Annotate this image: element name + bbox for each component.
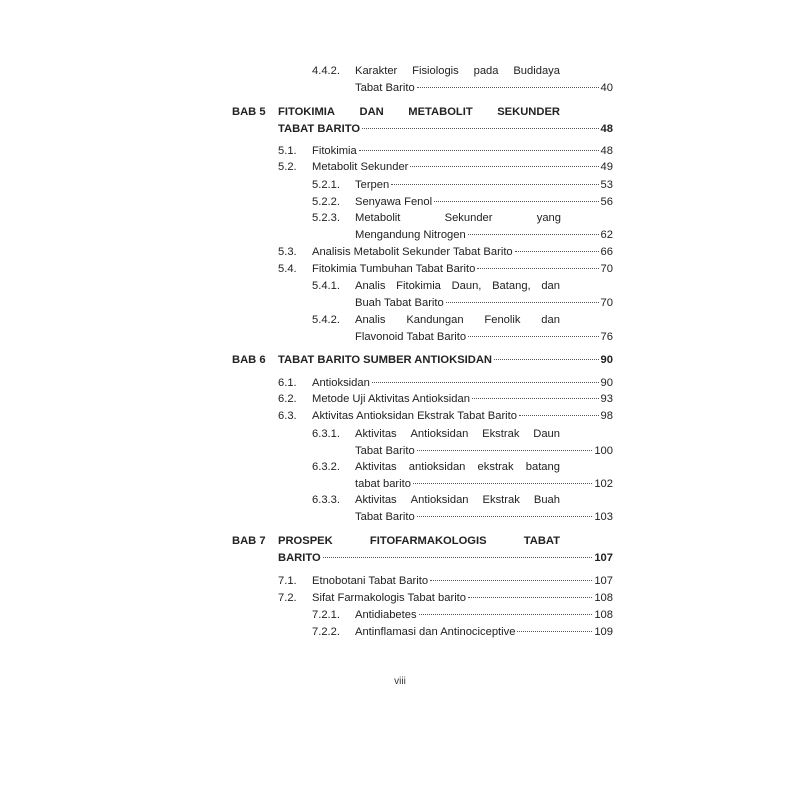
- section-number: 5.4.: [278, 263, 297, 275]
- section-number: 5.1.: [278, 145, 297, 157]
- section-number: 7.2.: [278, 592, 297, 604]
- dot-leader: [446, 302, 599, 303]
- chapter-6-heading[interactable]: [232, 352, 613, 368]
- chapter-label: BAB 6: [232, 354, 266, 366]
- section-row: [312, 590, 613, 606]
- section-title-line2: Tabat Barito: [355, 82, 415, 94]
- chapter-label: BAB 7: [232, 535, 266, 547]
- chapter-label: BAB 5: [232, 106, 266, 118]
- dot-leader: [477, 268, 598, 269]
- toc-entry-6-3[interactable]: [278, 408, 613, 424]
- word: FITOKIMIA: [278, 106, 335, 118]
- section-number: 5.2.2.: [312, 196, 340, 208]
- dot-leader: [494, 359, 599, 360]
- section-title: Senyawa Fenol: [355, 196, 433, 208]
- section-title-line2: Tabat Barito: [355, 445, 415, 457]
- page-number: 108: [594, 609, 613, 621]
- dot-leader: [468, 597, 592, 598]
- section-number: 5.2.3.: [312, 212, 340, 224]
- word: Ekstrak: [482, 494, 520, 506]
- dot-leader: [468, 336, 598, 337]
- toc-entry-5-2[interactable]: [278, 159, 613, 175]
- toc-entry-5-4-1-line2[interactable]: [355, 295, 613, 311]
- word: Batang,: [492, 280, 531, 292]
- page-number: 56: [600, 196, 613, 208]
- dot-leader: [413, 483, 592, 484]
- section-title: Sifat Farmakologis Tabat barito: [312, 592, 467, 604]
- dot-leader: [359, 150, 599, 151]
- page-number: 98: [600, 410, 613, 422]
- word: ekstrak: [477, 461, 514, 473]
- toc-entry-5-4[interactable]: [278, 261, 613, 277]
- dot-leader: [430, 580, 592, 581]
- word: SEKUNDER: [497, 106, 560, 118]
- word: Ekstrak: [482, 428, 520, 440]
- chapter-5-heading-line2[interactable]: [278, 121, 613, 137]
- toc-entry-5-3[interactable]: [278, 244, 613, 260]
- chapter-7-heading-line2[interactable]: [278, 550, 613, 566]
- page-number: 48: [600, 145, 613, 157]
- section-title-line2: Flavonoid Tabat Barito: [355, 331, 467, 343]
- word: dan: [541, 280, 560, 292]
- section-row: [312, 159, 613, 175]
- word: batang: [525, 461, 560, 473]
- word: Sekunder: [444, 212, 493, 224]
- dot-leader: [410, 166, 598, 167]
- section-title-line1: [355, 278, 560, 294]
- page-number: 66: [600, 246, 613, 258]
- dot-leader: [517, 631, 592, 632]
- chapter-title-line2: BARITO: [278, 552, 321, 564]
- section-title: Terpen: [355, 179, 390, 191]
- section-number: 5.2.1.: [312, 179, 340, 191]
- chapter-title-line1: [278, 533, 560, 549]
- page-number: 40: [600, 82, 613, 94]
- section-row: [312, 573, 613, 589]
- section-number: 7.2.1.: [312, 609, 340, 621]
- page-number: 109: [594, 626, 613, 638]
- section-number: 4.4.2.: [312, 65, 340, 77]
- chapter-title-line1: [278, 104, 560, 120]
- section-title: Antinflamasi dan Antinociceptive: [355, 626, 516, 638]
- page-number: 107: [594, 552, 613, 564]
- section-title: Etnobotani Tabat Barito: [312, 575, 429, 587]
- section-number: 6.3.3.: [312, 494, 340, 506]
- word: METABOLIT: [408, 106, 473, 118]
- page-number: 76: [600, 331, 613, 343]
- page-number: 108: [594, 592, 613, 604]
- page-number: 70: [600, 297, 613, 309]
- section-title-line1: [355, 492, 560, 508]
- word: TABAT: [523, 535, 560, 547]
- word: Aktivitas: [355, 428, 397, 440]
- chapter-row: [278, 352, 613, 368]
- toc-entry-5-4-2-line2[interactable]: [355, 329, 613, 345]
- section-number: 6.3.: [278, 410, 297, 422]
- dot-leader: [362, 128, 599, 129]
- word: Daun: [533, 428, 560, 440]
- section-row: [312, 244, 613, 260]
- toc-entry-7-2-1[interactable]: [312, 607, 613, 623]
- section-title: Fitokimia: [312, 145, 357, 157]
- section-title-line1: [355, 459, 560, 475]
- word: Karakter: [355, 65, 398, 77]
- toc-entry-7-2-2[interactable]: [312, 624, 613, 640]
- page-number: 102: [594, 478, 613, 490]
- toc-entry-5-2-3-line2[interactable]: [355, 227, 613, 243]
- toc-entry-7-2[interactable]: [278, 590, 613, 606]
- page-number: 107: [594, 575, 613, 587]
- word: Antioksidan: [410, 428, 469, 440]
- section-title-line2: tabat barito: [355, 478, 411, 490]
- word: Kandungan: [406, 314, 464, 326]
- section-number: 6.3.1.: [312, 428, 340, 440]
- word: Analis: [355, 280, 386, 292]
- page-number: 103: [594, 511, 613, 523]
- word: Antioksidan: [410, 494, 469, 506]
- dot-leader: [515, 251, 599, 252]
- toc-entry-5-2-1[interactable]: [312, 177, 613, 193]
- section-row: [355, 177, 613, 193]
- section-title: Antidiabetes: [355, 609, 417, 621]
- toc-entry-5-1[interactable]: [278, 143, 613, 159]
- word: FITOFARMAKOLOGIS: [369, 535, 487, 547]
- section-title-line2: Tabat Barito: [355, 511, 415, 523]
- section-row: [355, 624, 613, 640]
- word: antioksidan: [408, 461, 466, 473]
- page-number: 90: [600, 377, 613, 389]
- page-number: 49: [600, 161, 613, 173]
- section-number: 6.2.: [278, 393, 297, 405]
- word: yang: [536, 212, 561, 224]
- page-number: 100: [594, 445, 613, 457]
- toc-entry-6-3-3-line2[interactable]: [355, 509, 613, 525]
- section-row: [312, 143, 613, 159]
- section-title: Metabolit Sekunder: [312, 161, 409, 173]
- dot-leader: [417, 87, 599, 88]
- toc-entry-4-4-2-line2[interactable]: [355, 80, 613, 96]
- section-number: 5.3.: [278, 246, 297, 258]
- page-number: 48: [600, 123, 613, 135]
- word: Fitokimia: [396, 280, 441, 292]
- section-title-line1: [355, 426, 560, 442]
- word: Budidaya: [513, 65, 560, 77]
- section-number: 6.1.: [278, 377, 297, 389]
- section-number: 6.3.2.: [312, 461, 340, 473]
- section-row: [312, 375, 613, 391]
- section-title: Fitokimia Tumbuhan Tabat Barito: [312, 263, 476, 275]
- word: Daun,: [451, 280, 482, 292]
- section-title: Analisis Metabolit Sekunder Tabat Barito: [312, 246, 513, 258]
- dot-leader: [417, 516, 593, 517]
- section-title-line1: [355, 312, 560, 328]
- word: dan: [541, 314, 560, 326]
- section-number: 7.2.2.: [312, 626, 340, 638]
- word: Fisiologis: [412, 65, 459, 77]
- section-title: Antioksidan: [312, 377, 370, 389]
- dot-leader: [372, 382, 599, 383]
- toc-entry-5-2-2[interactable]: [312, 194, 613, 210]
- section-row: [312, 408, 613, 424]
- page-number: 93: [600, 393, 613, 405]
- page-number: 53: [600, 179, 613, 191]
- section-number: 5.4.1.: [312, 280, 340, 292]
- section-title-line2: Buah Tabat Barito: [355, 297, 444, 309]
- section-title-line1: [355, 210, 561, 226]
- toc-entry-7-1[interactable]: [278, 573, 613, 589]
- page-number: 70: [600, 263, 613, 275]
- page-footer-number: viii: [394, 676, 406, 687]
- section-title: Metode Uji Aktivitas Antioksidan: [312, 393, 470, 405]
- word: pada: [473, 65, 499, 77]
- word: Aktivitas: [355, 461, 397, 473]
- word: Fenolik: [484, 314, 521, 326]
- word: Analis: [355, 314, 386, 326]
- word: Buah: [533, 494, 560, 506]
- page-number: 90: [600, 354, 613, 366]
- section-row: [312, 391, 613, 407]
- section-row: [312, 261, 613, 277]
- section-row: [355, 607, 613, 623]
- section-number: 5.4.2.: [312, 314, 340, 326]
- word: Aktivitas: [355, 494, 397, 506]
- word: DAN: [359, 106, 384, 118]
- page-number: 62: [600, 229, 613, 241]
- section-title-line2: Mengandung Nitrogen: [355, 229, 466, 241]
- section-number: 5.2.: [278, 161, 297, 173]
- section-number: 7.1.: [278, 575, 297, 587]
- toc-entry-6-2[interactable]: [278, 391, 613, 407]
- word: Metabolit: [355, 212, 401, 224]
- chapter-title: TABAT BARITO SUMBER ANTIOKSIDAN: [278, 354, 493, 366]
- section-title: Aktivitas Antioksidan Ekstrak Tabat Barito: [312, 410, 517, 422]
- dot-leader: [419, 614, 593, 615]
- dot-leader: [417, 450, 593, 451]
- dot-leader: [472, 398, 599, 399]
- toc-entry-6-1[interactable]: [278, 375, 613, 391]
- section-title-line1: [355, 63, 560, 79]
- section-row: [355, 194, 613, 210]
- dot-leader: [434, 201, 598, 202]
- toc-entry-6-3-1-line2[interactable]: [355, 443, 613, 459]
- word: PROSPEK: [278, 535, 333, 547]
- dot-leader: [323, 557, 593, 558]
- dot-leader: [519, 415, 599, 416]
- dot-leader: [468, 234, 599, 235]
- chapter-title-line2: TABAT BARITO: [278, 123, 361, 135]
- toc-entry-6-3-2-line2[interactable]: [355, 476, 613, 492]
- dot-leader: [391, 184, 598, 185]
